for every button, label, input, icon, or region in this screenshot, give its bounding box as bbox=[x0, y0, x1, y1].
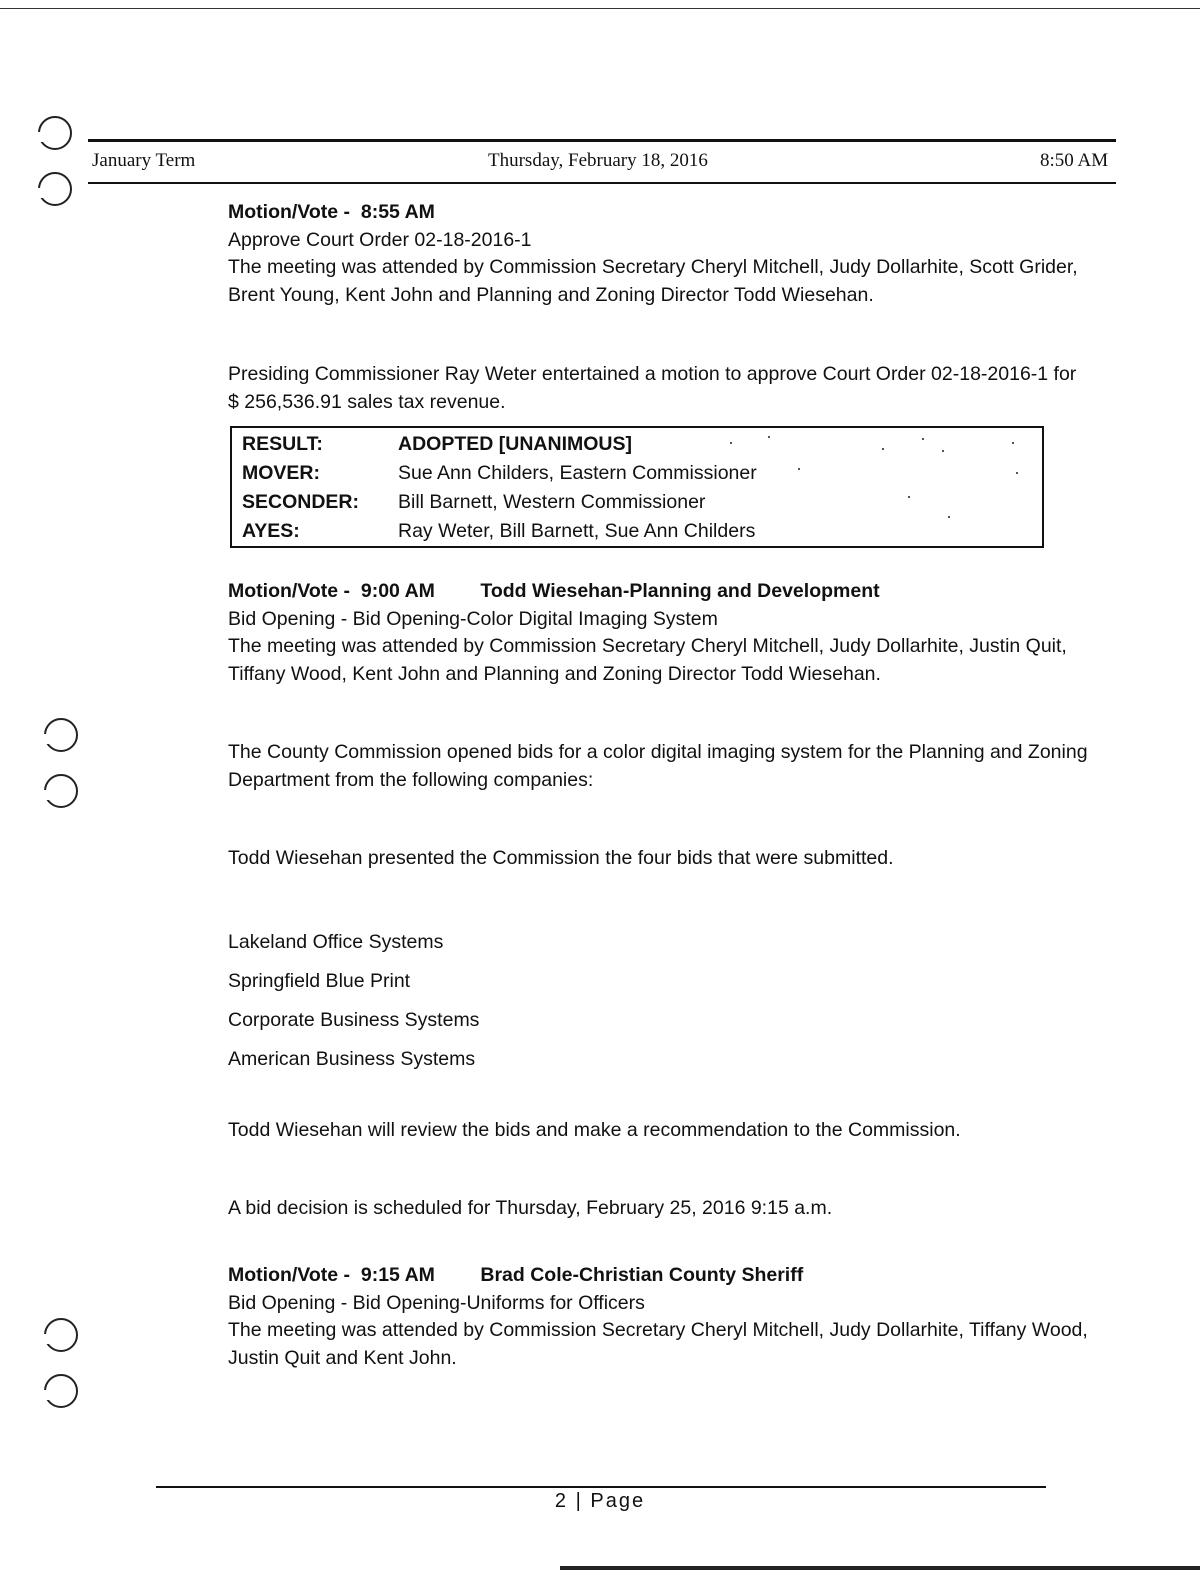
list-item: Lakeland Office Systems bbox=[228, 931, 444, 953]
seconder-label: SECONDER: bbox=[242, 491, 360, 513]
motion-text: Presiding Commissioner Ray Weter entertained a motion to approve Court Order 02-18-2016-1 for $ 256,536.91 sales tax revenue. bbox=[228, 363, 1077, 413]
heading-label: Motion/Vote - bbox=[228, 1264, 351, 1286]
agenda-item-1 bbox=[228, 199, 1088, 309]
header-term: January Term bbox=[92, 150, 196, 171]
seconder-value: Bill Barnett, Western Commissioner bbox=[398, 491, 706, 513]
heading-time: 9:15 AM bbox=[360, 1264, 435, 1286]
header-rule-bottom bbox=[88, 182, 1116, 184]
list-item: Corporate Business Systems bbox=[228, 1009, 480, 1031]
item-subtitle: Approve Court Order 02-18-2016-1 bbox=[228, 228, 532, 251]
scan-speck bbox=[1012, 442, 1014, 444]
mover-label: MOVER: bbox=[242, 462, 320, 484]
header-date: Thursday, February 18, 2016 bbox=[488, 150, 708, 171]
page-number: 2 | Page bbox=[554, 1490, 646, 1512]
heading-label: Motion/Vote - bbox=[228, 580, 351, 602]
scan-speck bbox=[1016, 472, 1018, 474]
item-subtitle: Bid Opening - Bid Opening-Uniforms for Officers bbox=[228, 1291, 645, 1314]
ayes-value: Ray Weter, Bill Barnett, Sue Ann Childers bbox=[398, 520, 756, 542]
company-list bbox=[228, 923, 1088, 1079]
scan-speck bbox=[798, 468, 800, 470]
ayes-label: AYES: bbox=[242, 520, 300, 542]
item-heading bbox=[228, 578, 1088, 606]
punch-hole-icon bbox=[44, 1374, 78, 1408]
punch-hole-icon bbox=[38, 116, 72, 150]
scan-edge-bottom bbox=[560, 1566, 1200, 1570]
punch-hole-icon bbox=[44, 1318, 78, 1352]
scan-speck bbox=[948, 516, 950, 518]
header-rule-top bbox=[88, 139, 1116, 142]
motion-paragraph bbox=[228, 361, 1088, 416]
list-item: Springfield Blue Print bbox=[228, 970, 411, 992]
scan-speck bbox=[730, 442, 732, 444]
scan-edge-top bbox=[0, 8, 1200, 9]
punch-hole-icon bbox=[44, 774, 78, 808]
bids-presented-text: Todd Wiesehan presented the Commission the four bids that were submitted. bbox=[228, 847, 894, 869]
result-value: ADOPTED [UNANIMOUS] bbox=[398, 433, 632, 455]
scan-speck bbox=[942, 450, 944, 452]
heading-label: Motion/Vote - bbox=[228, 201, 351, 223]
review-text: Todd Wiesehan will review the bids and make a recommendation to the Commission. bbox=[228, 1119, 961, 1141]
header-time: 8:50 AM bbox=[1040, 150, 1109, 171]
heading-presenter: Todd Wiesehan-Planning and Development bbox=[480, 580, 880, 602]
agenda-item-2 bbox=[228, 578, 1088, 688]
item-subtitle: Bid Opening - Bid Opening-Color Digital Imaging System bbox=[228, 607, 718, 630]
list-item: American Business Systems bbox=[228, 1048, 476, 1070]
decision-paragraph bbox=[228, 1195, 1088, 1223]
heading-time: 9:00 AM bbox=[360, 580, 435, 602]
scan-speck bbox=[768, 436, 770, 438]
bids-presented-paragraph bbox=[228, 845, 1088, 873]
mover-value: Sue Ann Childers, Eastern Commissioner bbox=[398, 462, 757, 484]
result-label: RESULT: bbox=[242, 433, 323, 455]
attendance-text: The meeting was attended by Commission Secretary Cheryl Mitchell, Judy Dollarhite, Justin Quit, Tiffany Wood, Kent John and Planning and Zoning Director Todd Wiesehan. bbox=[228, 635, 1067, 685]
bids-opened-text: The County Commission opened bids for a color digital imaging system for the Planning and Zoning Department from the following companies: bbox=[228, 741, 1088, 791]
bids-opened-paragraph bbox=[228, 739, 1088, 794]
agenda-item-3 bbox=[228, 1262, 1088, 1372]
heading-presenter: Brad Cole-Christian County Sheriff bbox=[480, 1264, 804, 1286]
punch-hole-icon bbox=[44, 718, 78, 752]
item-heading bbox=[228, 1262, 1088, 1290]
review-paragraph bbox=[228, 1117, 1088, 1145]
item-heading bbox=[228, 199, 1088, 227]
heading-time: 8:55 AM bbox=[360, 201, 435, 223]
attendance-text: The meeting was attended by Commission Secretary Cheryl Mitchell, Judy Dollarhite, Scott Grider, Brent Young, Kent John and Planning and Zoning Director Todd Wiesehan. bbox=[228, 256, 1078, 306]
decision-text: A bid decision is scheduled for Thursday, February 25, 2016 9:15 a.m. bbox=[228, 1197, 833, 1219]
attendance-text: The meeting was attended by Commission Secretary Cheryl Mitchell, Judy Dollarhite, Tiffany Wood, Justin Quit and Kent John. bbox=[228, 1319, 1088, 1369]
scan-speck bbox=[908, 496, 910, 498]
vote-result-table bbox=[230, 426, 1044, 548]
scan-speck bbox=[922, 438, 924, 440]
footer-rule bbox=[156, 1486, 1046, 1488]
punch-hole-icon bbox=[38, 172, 72, 206]
scan-speck bbox=[882, 448, 884, 450]
